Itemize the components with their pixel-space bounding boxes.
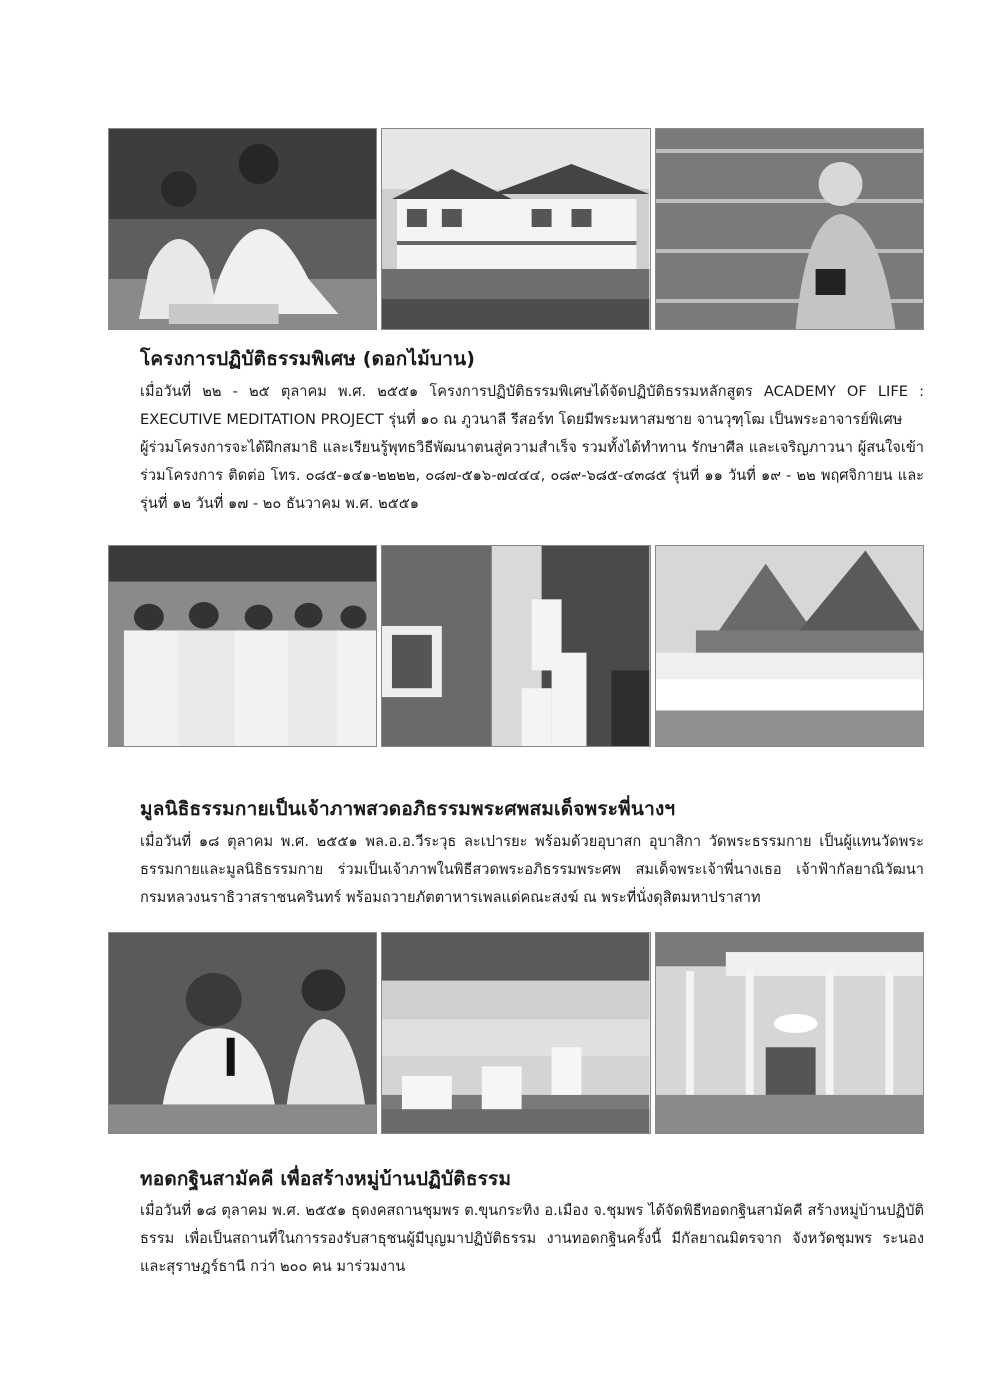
photo-resort-building — [381, 128, 650, 330]
section-2-paragraph-1: เมื่อวันที่ ๑๘ ตุลาคม พ.ศ. ๒๕๕๑ พล.อ.อ.วีระวุธ ละเปารยะ พร้อมด้วยอุบาสก อุบาสิกา วัดพระธรรมกาย เป็นผู้แทนวัดพระธรรมกายและมูลนิธิธรรมกาย ร่วมเป็นเจ้าภาพในพิธีสวดพระอภิธรรมพระศพ สมเด็จพระเจ้าพี่นางเธอ เจ้าฟ้ากัลยาณิวัฒนา กรมหลวงนราธิวาสราชนครินทร์ พร้อมถวายภัตตาหารเพลแด่คณะสงฆ์ ณ พระที่นั่งดุสิตมหาปราสาท — [140, 833, 924, 906]
section-3-paragraph-1: เมื่อวันที่ ๑๘ ตุลาคม พ.ศ. ๒๕๕๑ ธุดงคสถานชุมพร ต.ขุนกระทิง อ.เมือง จ.ชุมพร ได้จัดพิธีทอดกฐินสามัคคี สร้างหมู่บ้านปฏิบัติธรรม เพื่อเป็นสถานที่ในการรองรับสาธุชนผู้มีบุญมาปฏิบัติธรรม งานทอดกฐินครั้งนี้ มีกัลยาณมิตรจาก จังหวัดชุมพร ระนอง และสุราษฎร์ธานี กว่า ๒๐๐ คน มาร่วมงาน — [140, 1202, 924, 1275]
photo-temple-procession — [381, 545, 650, 747]
section-1-paragraph-2: ผู้ร่วมโครงการจะได้ฝึกสมาธิ และเรียนรู้พุทธวิธีพัฒนาตนสู่ความสำเร็จ รวมทั้งได้ทำทาน รักษาศีล และเจริญภาวนา ผู้สนใจเข้าร่วมโครงการ ติดต่อ โทร. ๐๘๕-๑๔๑-๒๒๒๒, ๐๘๗-๕๑๖-๗๔๔๔, ๐๘๙-๖๘๕-๔๓๘๕ รุ่นที่ ๑๑ วันที่ ๑๙ - ๒๒ พฤศจิกายน และรุ่นที่ ๑๒ วันที่ ๑๗ - ๒๐ ธันวาคม พ.ศ. ๒๕๕๑ — [140, 439, 924, 512]
photo-kathina-pavilion — [655, 932, 924, 1134]
photo-row-2 — [108, 545, 924, 745]
photo-monk-library — [655, 128, 924, 330]
section-1-paragraph-1: เมื่อวันที่ ๒๒ - ๒๕ ตุลาคม พ.ศ. ๒๕๕๑ โครงการปฏิบัติธรรมพิเศษได้จัดปฏิบัติธรรมหลักสูตร ACADEMY OF LIFE : EXECUTIVE MEDITATION PROJECT รุ่นที่ ๑๐ ณ ภูวนาลี รีสอร์ท โดยมีพระมหาสมชาย จานวุฑฺโฒ เป็นพระอาจารย์พิเศษ — [140, 383, 924, 428]
section-title-1: โครงการปฏิบัติธรรมพิเศษ (ดอกไม้บาน) — [140, 348, 476, 370]
photo-row-1 — [108, 128, 924, 328]
section-title-2: มูลนิธิธรรมกายเป็นเจ้าภาพสวดอภิธรรมพระศพสมเด็จพระพี่นางฯ — [140, 798, 676, 820]
section-title-3: ทอดกฐินสามัคคี เพื่อสร้างหมู่บ้านปฏิบัติธรรม — [140, 1168, 512, 1190]
photo-meditating-child-woman — [108, 128, 377, 330]
photo-women-paying-respect — [108, 545, 377, 747]
photo-man-with-microphone — [108, 932, 377, 1134]
photo-seated-assembly — [381, 932, 650, 1134]
photo-row-3 — [108, 932, 924, 1132]
photo-group-front-palace — [655, 545, 924, 747]
